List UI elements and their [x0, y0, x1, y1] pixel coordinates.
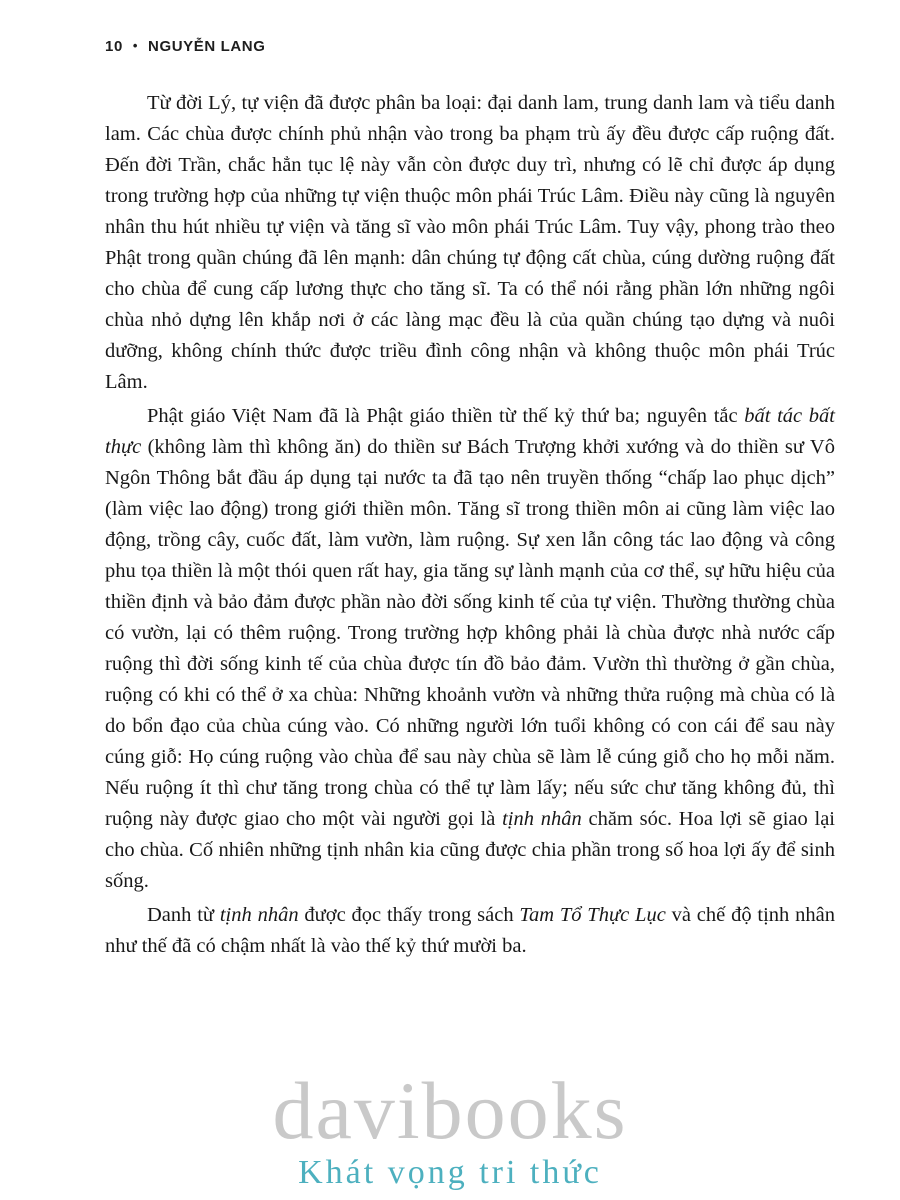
header-bullet-separator: •	[132, 38, 139, 53]
paragraph	[105, 88, 835, 398]
body-text: (không làm thì không ăn) do thiền sư Bách Trượng khởi xướng và do thiền sư Vô Ngôn Thông bắt đầu áp dụng tại nước ta đã tạo nên truyền thống “chấp lao phục dịch” (làm việc lao động) trong giới thiền môn. Tăng sĩ trong thiền môn ai cũng làm việc lao động, trồng cây, cuốc đất, làm vườn, làm ruộng. Sự xen lẫn công tác lao động và công phu tọa thiền là một thói quen rất hay, gia tăng sự lành mạnh của cơ thể, sự hữu hiệu của thiền định và bảo đảm được phần nào đời sống kinh tế của tự viện. Thường thường chùa có vườn, lại có thêm ruộng. Trong trường hợp không phải là chùa được nhà nước cấp ruộng thì đời sống kinh tế của chùa được tín đồ bảo đảm. Vườn thì thường ở gần chùa, ruộng có khi có thể ở xa chùa: Những khoảnh vườn và những thửa ruộng mà chùa có là do bổn đạo của chùa cúng vào. Có những người lớn tuổi không có con cái để sau này cúng giỗ: Họ cúng ruộng vào chùa để sau này chùa sẽ làm lễ cúng giỗ cho họ mỗi năm. Nếu ruộng ít thì chư tăng trong chùa có thể tự làm lấy; nếu sức chư tăng không đủ, thì ruộng này được giao cho một vài người gọi là	[105, 436, 835, 830]
running-header	[105, 38, 265, 55]
italic-text: tịnh nhân	[502, 808, 582, 830]
body-text: và chế độ tịnh nhân như thế đã có chậm nhất là vào thế kỷ thứ mười ba.	[105, 904, 835, 957]
author-name: NGUYỄN LANG	[148, 38, 266, 55]
paragraph	[105, 401, 835, 897]
italic-text: Tam Tổ Thực Lục	[519, 904, 666, 926]
page-number: 10	[105, 38, 123, 55]
body-text: Danh từ	[147, 904, 220, 926]
watermark-slogan: Khát vọng tri thức	[298, 1154, 602, 1191]
paragraph	[105, 900, 835, 962]
body-text: Từ đời Lý, tự viện đã được phân ba loại: đại danh lam, trung danh lam và tiểu danh lam. Các chùa được chính phủ nhận vào trong ba phạm trù ấy đều được cấp ruộng đất. Đến đời Trần, chắc hẳn tục lệ này vẫn còn được duy trì, nhưng có lẽ chỉ được áp dụng trong trường hợp của những tự viện thuộc môn phái Trúc Lâm. Điều này cũng là nguyên nhân thu hút nhiều tự viện và tăng sĩ vào môn phái Trúc Lâm. Tuy vậy, phong trào theo Phật trong quần chúng đã lên mạnh: dân chúng tự động cất chùa, cúng dường ruộng đất cho chùa để cung cấp lương thực cho tăng sĩ. Ta có thể nói rằng phần lớn những ngôi chùa nhỏ dựng lên khắp nơi ở các làng mạc đều là của quần chúng tạo dựng và nuôi dưỡng, không chính thức được triều đình công nhận và không thuộc môn phái Trúc Lâm.	[105, 92, 835, 393]
italic-text: bất tác bất thực	[105, 405, 836, 458]
body-text: được đọc thấy trong sách	[298, 904, 520, 926]
watermark-davibooks: davibooks	[272, 1065, 628, 1156]
page-body	[105, 88, 835, 965]
watermark	[0, 1065, 900, 1192]
italic-text: tịnh nhân	[219, 904, 299, 926]
body-text: Phật giáo Việt Nam đã là Phật giáo thiền từ thế kỷ thứ ba; nguyên tắc	[147, 405, 745, 427]
body-text: chăm sóc. Hoa lợi sẽ giao lại cho chùa. Cố nhiên những tịnh nhân kia cũng được chia phần trong số hoa lợi ấy để sinh sống.	[105, 808, 835, 892]
